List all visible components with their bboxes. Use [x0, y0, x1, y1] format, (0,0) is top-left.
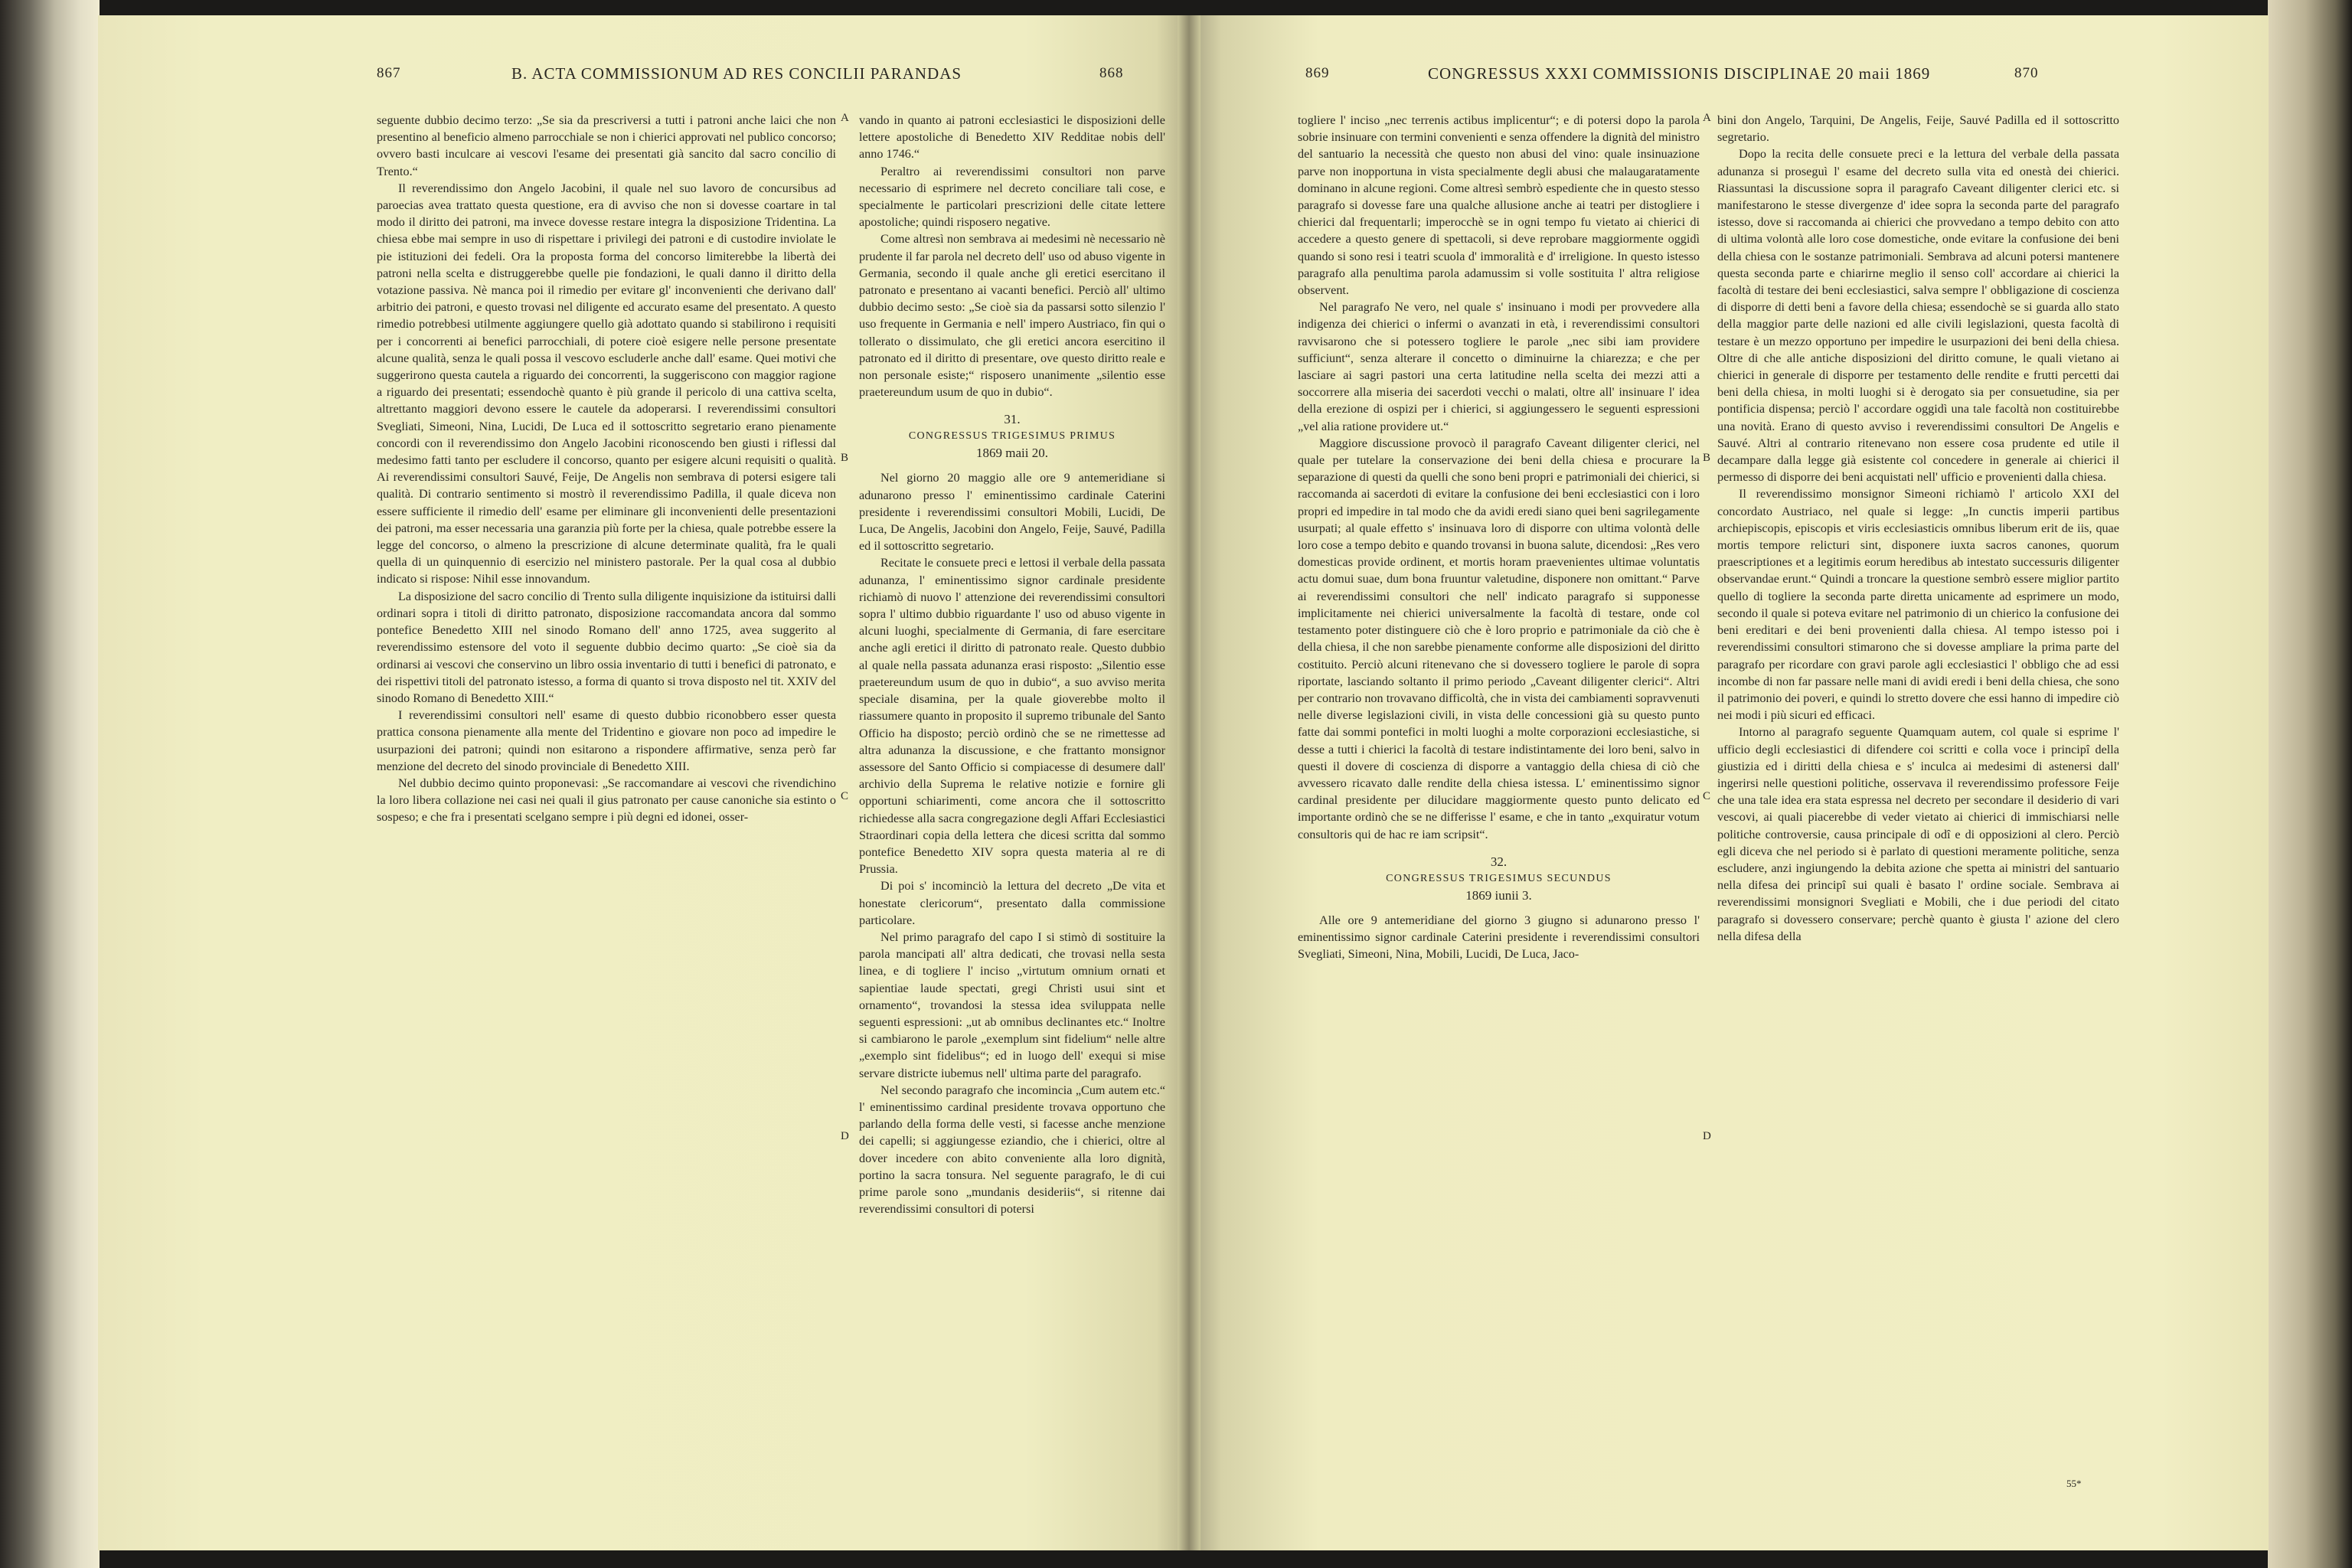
page-number-867: 867	[377, 65, 401, 81]
paragraph: Recitate le consuete preci e lettosi il verbale della passata adunanza, l' eminentissimo signor cardinale presidente richiamò di nuovo l' attenzione dei reverendissimi consultori sopra l' ultimo dubbio riguardante l' uso od abuso vigente in alcuni luoghi, specialmente di Germania, di fare esercitare anche agli eretici il diritto di patronato reale. Questo dubbio al quale nella passata adunanza erasi risposto: „Silentio esse praetereundum usum de quo in dubio“, a suo avviso merita speciale disamina, per la quale gioverebbe molto il riassumere quanto in proposito il supremo tribunale del Santo Officio ha disposto; perciò ordinò che se ne rimettesse ad altra adunanza la discussione, e che frattanto monsignor assessore del Santo Officio si compiacesse di desumere dall' archivio della Suprema le relative notizie e fornire gli opportuni schiarimenti, come ancora che il sottoscritto richiedesse alla sacra congregazione degli Affari Ecclesiastici Straordinari copia della lettera che dicesi scritta dal sommo pontefice Benedetto XIV sopra questa materia al re di Prussia.	[859, 556, 1165, 877]
margin-marker-a: A	[1703, 112, 1711, 124]
paragraph: Nel primo paragrafo del capo I si stimò di sostituire la parola mancipati all' altra dedicati, che trovasi nella sesta linea, e di togliere l' inciso „virtutum omnium ornati et sapientiae laude spectati, gregi Christi usui sint et ornamento“, trovandosi la stessa idea sviluppata nelle seguenti espressioni: „ut ab omnibus declinantes etc.“ Inoltre si cambiarono le parole „exemplum sint fidelium“ nelle altre „exemplo sint fidelibus“; ed in luogo dell' exequi si mise servare districte iubemus nell' ultima parte del paragrafo.	[859, 929, 1165, 1080]
book-gutter	[1178, 15, 1200, 1550]
signature-mark: 55*	[2066, 1478, 2082, 1489]
paragraph: Dopo la recita delle consuete preci e la lettura del verbale della passata adunanza si proseguì l' esame del decreto sulla vita ed onestà dei chierici. Riassuntasi la discussione sopra il paragrafo Caveant diligenter clerici etc. si manifestarono le stesse divergenze d' idee sopra la seconda parte del paragrafo istesso, dove si raccomanda ai chierici che provvedano a tempo debito con atto di ultima volontà alle loro cose domestiche, onde evitare la confusione dei beni della chiesa con le sostanze patrimoniali. Sembrava ad alcuni potersi mantenere questa seconda parte e chiarirne meglio il senso coll' accordare ai chierici la facoltà di testare dei beni ecclesiastici, salva sempre l' obbligazione di coscienza di disporre di detti beni a favore della chiesa; essendochè se si guarda allo stato della maggior parte delle nazioni ed alle civili legislazioni, questa facoltà di testare è un mezzo opportuno per impedire le usurpazioni dei beni della chiesa. Oltre di che alle antiche disposizioni del diritto comune, le quali vietano ai chierici in generale di disporre per testamento delle rendite e frutti percetti dai beni della chiesa, in molti luoghi si è derogato sia per consuetudine, sia per pontificia dispensa; perciò l' accordare oggidì una tale facoltà non costituirebbe una novità. Erano di questo avviso i reverendissimi consultori De Angelis e Sauvé. Altri al contrario ritenevano non essere cosa prudente ed utile il decampare dalla legge già esistente col concedere in generale ai chierici il permesso di disporre dei beni acquistati nell' ufficio e provenienti dalla chiesa.	[1717, 147, 2119, 485]
left-page-header	[98, 58, 1189, 89]
paragraph: Nel giorno 20 maggio alle ore 9 antemeridiane si adunarono presso l' eminentissimo cardinale Caterini presidente i reverendissimi consultori Mobili, Lucidi, De Luca, De Angelis, Jacobini don Angelo, Feije, Sauvé, Padilla ed il sottoscritto segretario.	[859, 471, 1165, 554]
paragraph: Di poi s' incominciò la lettura del decreto „De vita et honestate clericorum“, presentato dalla commissione particolare.	[859, 879, 1165, 927]
paragraph: Il reverendissimo monsignor Simeoni richiamò l' articolo XXI del concordato Austriaco, nel quale si legge: „In cunctis imperii partibus archiepiscopis, episcopis et viris ecclesiasticis omnibus liberum erit de iis, quae mortis tempore relicturi sint, disponere iuxta sacros canones, quorum praescriptiones et a legitimis eorum heredibus ab intestato successuris diligenter observandae erunt.“ Quindi a troncare la questione sembrò essere miglior partito quello di togliere la seconda parte diretta unicamente ad esprimere un modo, secondo il quale si poteva evitare nel patrimonio di un chierico la confusione dei beni ereditari e dei beni provenienti dalla chiesa. Al tempo istesso poi i reverendissimi consultori stimarono che si dovesse ampliare la prima parte del paragrafo per ricordare con gravi parole agli ecclesiastici l' obbligo che ad essi incombe di non far passare nelle mani di avidi eredi i beni della chiesa, che sono il patrimonio dei poveri, e quindi lo stretto dovere che essi hanno di impedire ciò nei modi i più sicuri ed efficaci.	[1717, 487, 2119, 723]
section-title: CONGRESSUS TRIGESIMUS PRIMUS	[908, 430, 1116, 443]
paragraph: Alle ore 9 antemeridiane del giorno 3 giugno si adunarono presso l' eminentissimo signor cardinale Caterini presidente i reverendissimi consultori Svegliati, Simeoni, Nina, Mobili, Lucidi, De Luca, Jaco-	[1298, 913, 1700, 962]
margin-marker-a: A	[841, 112, 849, 124]
section-number: 31.	[1004, 412, 1021, 427]
right-page-header	[1189, 58, 2269, 89]
paragraph: La disposizione del sacro concilio di Trento sulla diligente inquisizione da istituirsi dalli ordinari sopra i titoli di diritto patronato, disposizione raccomandata ancora dal sommo pontefice Benedetto XIII nel sinodo Romano dell' anno 1725, avea suggerito al reverendissimo estensore del voto il seguente dubbio decimo quarto: „Se cioè sia da ordinarsi ai vescovi che conservino un libro ossia inventario di tutti i benefici di patronato, e dei rispettivi titoli del patronato istesso, a forma di quanto si trova disposto nel tit. XXIV del sinodo Romano di Benedetto XIII.“	[377, 589, 836, 705]
paragraph: Intorno al paragrafo seguente Quamquam autem, col quale si esprime l' ufficio degli ecclesiastici di difendere coi scritti e colla voce i principî della giustizia ed i diritti della chiesa e s' inculca ai medesimi di astenersi dall' ingerirsi nelle questioni politiche, osservava il reverendissimo professore Feije che una tale idea era stata espressa nel decreto per secondare il desiderio di vari vescovi, ai quali piacerebbe di veder vietato ai chierici di immischiarsi nelle politiche controversie, causa principale di odî e di opposizioni al clero. Perciò egli diceva che nel periodo si è parlato di questioni meramente politiche, senza escludere, anzi ingiungendo la debita azione che spetta ai ministri del santuario nella difesa dei principî sui quali è basato l' ordine sociale. Sembrava ai reverendissimi monsignori Svegliati e Mobili, che i due periodi del citato paragrafo si dovessero conservare; perchè quanto è giusta l' azione del clero nella difesa della	[1717, 725, 2119, 943]
section-date: 1869 iunii 3.	[1465, 887, 1532, 903]
right-running-title: CONGRESSUS XXXI COMMISSIONIS DISCIPLINAE 20 maii 1869	[1428, 64, 1931, 83]
margin-marker-b: B	[1703, 452, 1711, 464]
paragraph: I reverendissimi consultori nell' esame di questo dubbio riconobbero esser questa prattica consona pienamente alla mente del Tridentino e giovare non poco ad impedire le usurpazioni dei patroni; quindi non esitarono a rispondere affirmative, senza però far menzione del decreto del sinodo provinciale di Benedetto XIII.	[377, 708, 836, 773]
margin-marker-b: B	[841, 452, 849, 464]
page-number-868: 868	[1099, 65, 1124, 81]
margin-marker-d: D	[1703, 1130, 1711, 1142]
paragraph: togliere l' inciso „nec terrenis actibus implicentur“; e di potersi dopo la parola sobrie insinuare con termini convenienti e senza offendere la dignità del ministro del santuario la necessità che questo non abusi del vino: quale insinuazione parve non inopportuna in vista specialmente degli abusi che malaugaratamente dominano in alcune regioni. Come altresì sembrò espediente che in questo stesso paragrafo si dovesse fare una qualche allusione anche ai teatri per distogliere i chierici dal frequentarli; imperocchè se in ogni tempo fu vietato ai chierici di accedere a questo genere di spettacoli, si deve reprobare maggiormente oggidì quando si sono resi i teatri scuola d' immoralità e d' irreligione. In questo istesso paragrafo alla penultima parola adamussim si volle sostituita l' altra religiose observent.	[1298, 113, 1700, 298]
margin-marker-c: C	[841, 790, 849, 802]
paragraph: Nel paragrafo Ne vero, nel quale s' insinuano i modi per provvedere alla indigenza dei chierici o infermi o avanzati in età, i reverendissimi consultori ravvisarono che si potessero togliere le parole „nec sibi iam providere sufficiunt“, senza alterare il concetto o diminuirne la chiarezza; e che per lasciare ai sagri pastori una certa latitudine nella scelta dei mezzi atti a soccorrere alla miseria dei sacerdoti vecchi o malati, oltre all' insinuare l' idea della erezione di ospizi per i chierici, si aggiungessero le seguenti espressioni „vel alia ratione providere ut.“	[1298, 300, 1700, 433]
book-left-edge	[0, 0, 100, 1568]
margin-marker-c: C	[1703, 790, 1711, 802]
column-2	[859, 112, 1165, 1217]
paragraph: seguente dubbio decimo terzo: „Se sia da prescriversi a tutti i patroni anche laici che non presentino al beneficio almeno parrocchiale se non i chierici approvati nel publico concorso; ovvero basti inculcare ai vescovi l'esame dei presentati già sancito dal sacro concilio di Trento.“	[377, 113, 836, 178]
paragraph: vando in quanto ai patroni ecclesiastici le disposizioni delle lettere apostoliche di Benedetto XIV Redditae nobis dell' anno 1746.“	[859, 113, 1165, 162]
paragraph: Nel dubbio decimo quinto proponevasi: „Se raccomandare ai vescovi che rivendichino la loro libera collazione nei casi nei quali il gius patronato per cause canoniche sia estinto o sospeso; e che fra i presentati scelgano sempre i più degni ed idonei, osser-	[377, 776, 836, 825]
section-date: 1869 maii 20.	[976, 446, 1048, 461]
paragraph: Il reverendissimo don Angelo Jacobini, il quale nel suo lavoro de concursibus ad paroecias avea trattato questa questione, era di avviso che non si dovesse coartare in tal modo il diritto dei patroni, ma invece dovesse restare integra la disposizione Tridentina. La chiesa ebbe mai sempre in uso di rispettare i privilegi dei patroni e di custodire inviolate le pie istituzioni dei fedeli. Ora la proposta forma del concorso limiterebbe la libertà dei patroni nella scelta e distruggerebbe quelle pie fondazioni, le quali danno il diritto della votazione passiva. Nè manca poi il rimedio per evitare gl' inconvenienti che derivano dall' arbitrio dei patroni, e questo trovasi nel diligente ed accurato esame del presentato. A questo rimedio potrebbesi utilmente aggiungere quello già adottato quando si stabilirono i requisiti per i concorrenti ai benefici parrocchiali, di potere cioè esigere nelle persone presentate alcune qualità, senza le quali possa il vescovo escluderle anche dall' esame. Quei motivi che suggerirono questa cautela a riguardo dei concorrenti, la suggeriscono con maggior ragione a riguardo dei presentati; essendochè quanto è più grande il pericolo di una cattiva scelta, altrettanto maggiori devono essere le cautele da adoperarsi. I reverendissimi consultori Svegliati, Simeoni, Nina, Lucidi, De Luca ed il sottoscritto segretario erano pienamente concordi con il reverendissimo don Angelo Jacobini riconoscendo ben giusti i riflessi dal medesimo fatti tanto per escludere il concorso, quanto per esigere alcuni requisiti o qualità. Ai reverendissimi consultori Sauvé, Feije, De Angelis non sembrava di potersi esigere tali qualità. Di contrario sentimento si mostrò il reverendissimo Padilla, il quale diceva non essere sufficiente il rimedio dell' esame per eliminare gli inconvenienti delle presentazioni dei patroni, ma esser necessaria una garanzia più forte per la chiesa, quale potrebbe essere la legge del concorso, o almeno la prescrizione di alcune determinate qualità, fra le quali quella di un quinquennio di esercizio nel ministero pastorale. Per la qual cosa al dubbio indicato si rispose: Nihil esse innovandum.	[377, 181, 836, 586]
section-heading-31	[859, 411, 1165, 462]
paragraph: Peraltro ai reverendissimi consultori non parve necessario di esprimere nel decreto conciliare tali cose, e specialmente le particolari prescrizioni delle citate lettere apostoliche; quindi risposero negative.	[859, 164, 1165, 230]
paragraph: bini don Angelo, Tarquini, De Angelis, Feije, Sauvé Padilla ed il sottoscritto segretario.	[1717, 113, 2119, 145]
left-running-title: B. ACTA COMMISSIONUM AD RES CONCILII PARANDAS	[511, 64, 962, 83]
column-1	[377, 112, 836, 826]
paragraph: Nel secondo paragrafo che incomincia „Cum autem etc.“ l' eminentissimo cardinal presidente trovava opportuno che parlando della forma delle vesti, si facesse anche menzione dei capelli; si aggiungesse eziandio, che i chierici, oltre al dover incedere con abito conveniente alla loro dignità, portino la sacra tonsura. Nel seguente paragrafo, le di cui prime parole sono „mundanis desideriis“, si ritenne dai reverendissimi consultori di potersi	[859, 1083, 1165, 1217]
section-title: CONGRESSUS TRIGESIMUS SECUNDUS	[1386, 872, 1612, 884]
column-3	[1298, 112, 1700, 962]
section-heading-32	[1298, 854, 1700, 904]
page-number-869: 869	[1305, 65, 1330, 81]
paragraph: Maggiore discussione provocò il paragrafo Caveant diligenter clerici, nel quale per tutelare la conservazione dei beni della chiesa e procurare la separazione di questi da quelli che sono beni propri e patrimoniali dei chierici, si raccomanda ai sacerdoti di evitare la confusione dei beni ecclesiastici con i loro propri ed impedire in tal modo che da avidi eredi siano quei beni sagrilegamente usurpati; al quale effetto s' insinuava loro di disporre con ultima volontà delle loro cose a tempo debito e quando trovansi in buona salute, dicendosi: „Res vero domesticas provide ordinent, et mortis horam praevenientes ultimae voluntatis actu domui suae, dum bona fruuntur valetudine, disponere non omittant.“ Parve ai reverendissimi consultori che nell' indicato paragrafo si supponesse implicitamente nei chierici universalmente la facoltà di testare, onde col testamento poter distinguere ciò che è loro proprio e patrimoniale da ciò che è della chiesa, il che non sarebbe pienamente conforme alle disposizioni del diritto costituito. Perciò alcuni ritenevano che si dovessero togliere le parole di sopra riportate, lasciando soltanto il primo periodo „Caveant diligenter clerici“. Altri per contrario non trovavano difficoltà, che in vista dei cambiamenti sopravvenuti nelle diverse legislazioni civili, in vista delle concessioni già su questo punto fatte dai sommi pontefici in molti luoghi a molte corporazioni ecclesiastiche, si desse a tutti i chierici la facoltà di testare indistintamente dei loro beni, salvo in questi il dovere di coscienza di disporre a vantaggio della chiesa di ciò che avvessero ricavato dalle rendite della chiesa istessa. L' eminentissimo signor cardinal presidente per dilucidare maggiormente questo punto delicato ed importante ordinò che se ne differisse l' esame, e che in tanto „exquiratur votum consultoris qui de hac re iam scripsit“.	[1298, 436, 1700, 841]
book-right-edge	[2268, 0, 2352, 1568]
column-4	[1717, 112, 2119, 945]
page-number-870: 870	[2014, 65, 2039, 81]
left-page	[98, 15, 1189, 1550]
margin-marker-d: D	[841, 1130, 849, 1142]
section-number: 32.	[1490, 854, 1508, 869]
paragraph: Come altresì non sembrava ai medesimi nè necessario nè prudente il far parola nel decreto dell' uso od abuso vigente in Germania, secondo il quale anche gli eretici esercitano il patronato e presentano ai vacanti benefici. Perciò all' ultimo dubbio decimo sesto: „Se cioè sia da passarsi sotto silenzio l' uso frequente in Germania e nell' impero Austriaco, fin qui o tollerato o dissimulato, che gli eretici ancora esercitino il patronato ed il diritto di presentare, ove questo diritto reale e non personale esiste;“ risposero unanimente „silentio esse praetereundum usum de quo in dubio“.	[859, 232, 1165, 400]
right-page	[1189, 15, 2269, 1550]
